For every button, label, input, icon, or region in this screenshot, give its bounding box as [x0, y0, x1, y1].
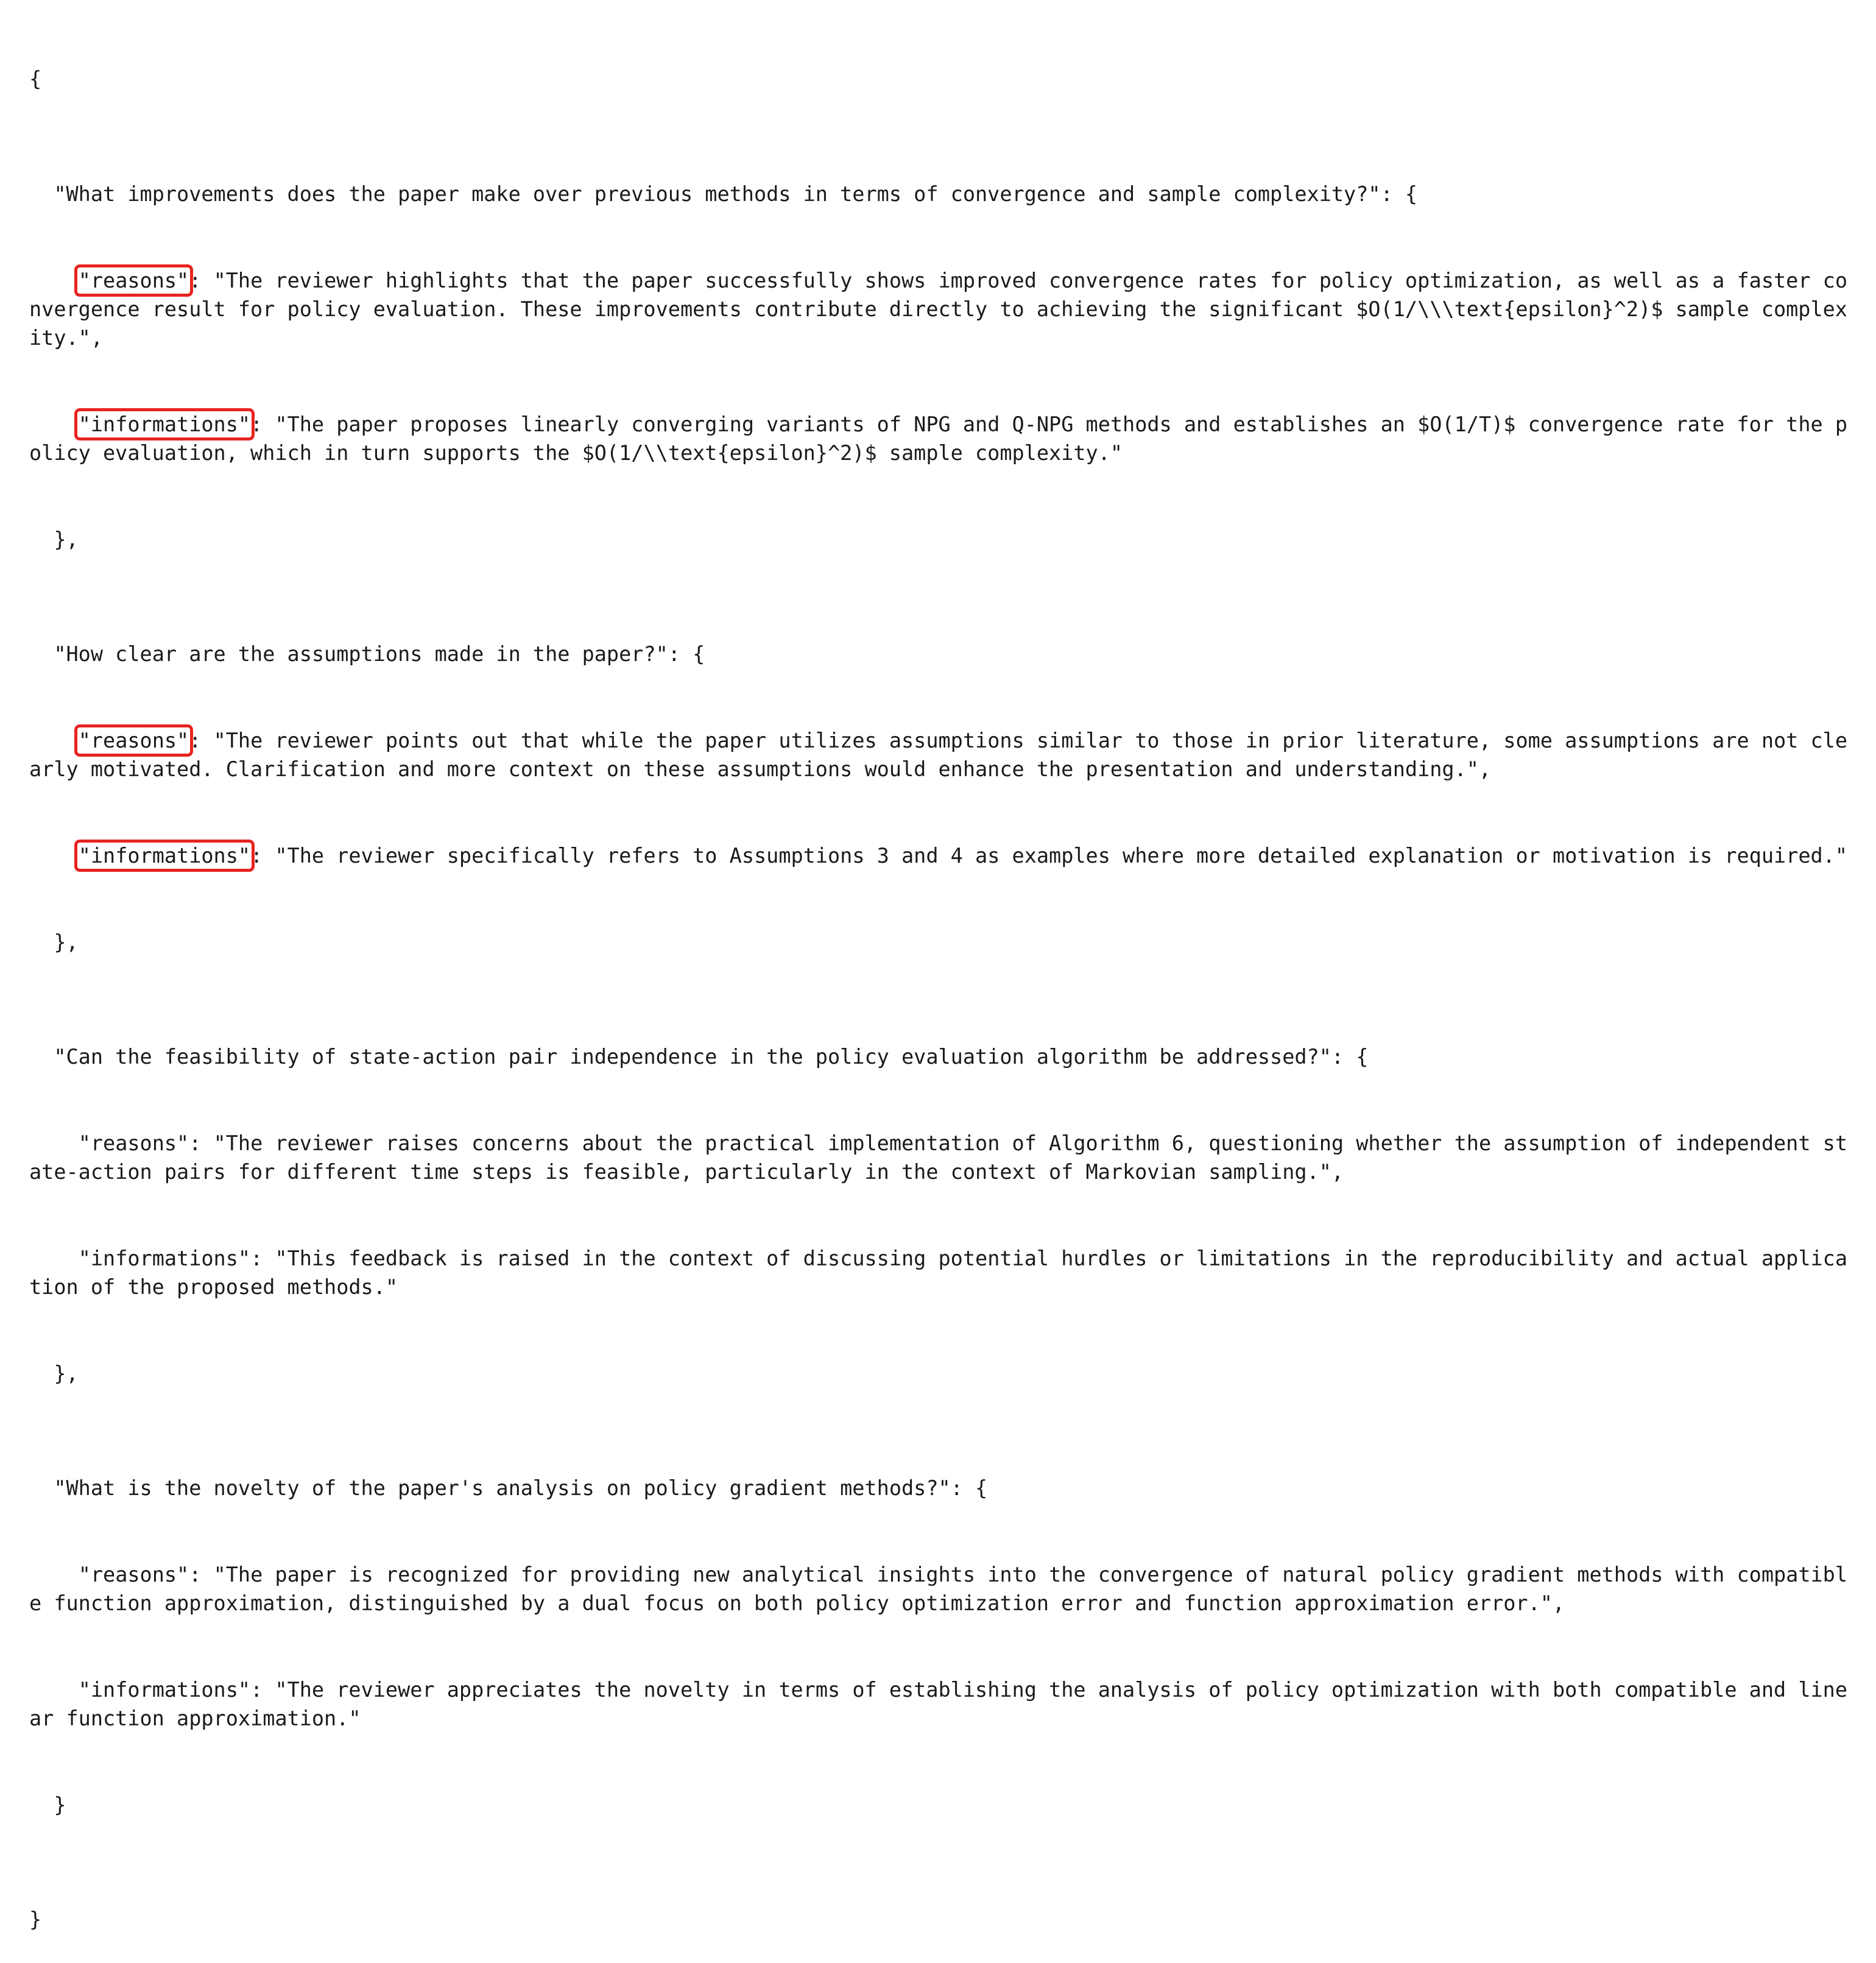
informations-value: "The reviewer appreciates the novelty in terms of establishing the analysis of policy optimization with both compatible and linear function approximation.": [29, 1677, 1847, 1730]
question-line: [29, 640, 1857, 668]
reasons-value: "The paper is recognized for providing new analytical insights into the convergence of natural policy gradient methods with compatible function approximation, distinguished by a dual focus on both policy optimization error and function approximation error.",: [29, 1562, 1847, 1616]
close-brace: }: [29, 1908, 42, 1932]
informations-line: "informations": "The reviewer specifically refers to Assumptions 3 and 4 as examples where more detailed explanation or motivation is required.": [78, 843, 1847, 868]
section-close: },: [54, 527, 79, 551]
reasons-line: "reasons": "The reviewer raises concerns about the practical implementation of Algorithm 6, questioning whether the assumption of independent state-action pairs for different time steps is feasible, particularly in the context of Markovian sampling.",: [29, 1131, 1847, 1184]
open-brace: {: [29, 67, 42, 91]
reasons-value: "The reviewer highlights that the paper successfully shows improved convergence rates for policy optimization, as well as a faster convergence result for policy evaluation. These improvements contribute directly to achieving the significant $O(1/\\\text{epsilon}^2)$ sample complexity.",: [29, 268, 1847, 350]
reasons-line: "reasons": "The paper is recognized for providing new analytical insights into the convergence of natural policy gradient methods with compatible function approximation, distinguished by a dual focus on both policy optimization error and function approximation error.",: [29, 1562, 1847, 1616]
informations-value: "This feedback is raised in the context of discussing potential hurdles or limitations in the reproducibility and actual application of the proposed methods.": [29, 1246, 1847, 1299]
reasons-value: "The reviewer raises concerns about the practical implementation of Algorithm 6, questioning whether the assumption of independent state-action pairs for different time steps is feasible, particularly in the context of Markovian sampling.",: [29, 1131, 1847, 1184]
reasons-key: "reasons": [78, 1131, 189, 1155]
question-line: [29, 180, 1857, 208]
section-close: },: [54, 1361, 79, 1385]
informations-key: "informations": [78, 1677, 251, 1702]
question-line: [29, 1042, 1857, 1071]
highlighted-informations-key: "informations": [78, 412, 251, 436]
reasons-line: "reasons": "The reviewer highlights that the paper successfully shows improved convergence rates for policy optimization, as well as a faster convergence result for policy evaluation. These improvements contribute directly to achieving the significant $O(1/\\\text{epsilon}^2)$ sample complexity.",: [29, 268, 1847, 350]
question-key: "What improvements does the paper make over previous methods in terms of convergence and sample complexity?": {: [54, 182, 1418, 207]
informations-value: "The reviewer specifically refers to Assumptions 3 and 4 as examples where more detailed explanation or motivation is required.": [275, 843, 1847, 868]
highlighted-informations-key: "informations": [78, 843, 251, 868]
question-key: "Can the feasibility of state-action pair independence in the policy evaluation algorithm be addressed?": {: [54, 1045, 1369, 1069]
informations-key: "informations": [78, 1246, 251, 1270]
section-close: }: [54, 1792, 66, 1817]
question-key: "What is the novelty of the paper's analysis on policy gradient methods?": {: [54, 1476, 988, 1501]
json-code-view: [29, 7, 1857, 1963]
informations-line: "informations": "The paper proposes linearly converging variants of NPG and Q-NPG methods and establishes an $O(1/T)$ convergence rate for the policy evaluation, which in turn supports the $O(1/\\text{epsilon}^2)$ sample complexity.": [29, 412, 1847, 465]
highlighted-reasons-key: "reasons": [78, 268, 189, 292]
informations-line: "informations": "This feedback is raised in the context of discussing potential hurdles or limitations in the reproducibility and actual application of the proposed methods.": [29, 1246, 1847, 1299]
question-line: [29, 1474, 1857, 1502]
reasons-key: "reasons": [78, 1562, 189, 1586]
reasons-line: "reasons": "The reviewer points out that while the paper utilizes assumptions similar to those in prior literature, some assumptions are not clearly motivated. Clarification and more context on these assumptions would enhance the presentation and understanding.",: [29, 729, 1847, 782]
highlighted-reasons-key: "reasons": [78, 729, 189, 753]
section-close: },: [54, 930, 79, 954]
informations-value: "The paper proposes linearly converging variants of NPG and Q-NPG methods and establishes an $O(1/T)$ convergence rate for the policy evaluation, which in turn supports the $O(1/\\text{epsilon}^2)$ sample complexity.": [29, 412, 1847, 465]
informations-line: "informations": "The reviewer appreciates the novelty in terms of establishing the analysis of policy optimization with both compatible and linear function approximation.": [29, 1677, 1847, 1730]
question-key: "How clear are the assumptions made in the paper?": {: [54, 642, 705, 667]
reasons-value: "The reviewer points out that while the paper utilizes assumptions similar to those in prior literature, some assumptions are not clearly motivated. Clarification and more context on these assumptions would enhance the presentation and understanding.",: [29, 729, 1847, 782]
